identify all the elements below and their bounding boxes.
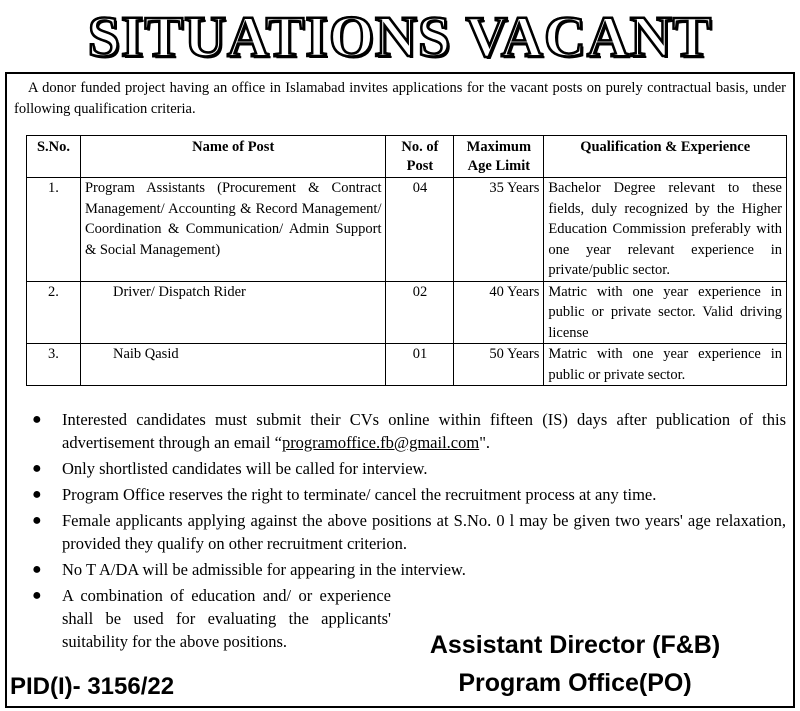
- bullet-icon: ●: [32, 587, 42, 604]
- table-row: [27, 281, 787, 344]
- list-item: [32, 457, 786, 480]
- bullet-icon: ●: [32, 561, 42, 578]
- list-item: [32, 483, 786, 506]
- vacancy-table: [26, 135, 787, 386]
- header-max-age: Maximum Age Limit: [454, 136, 544, 178]
- row-qualification: Matric with one year experience in public or private sector. Valid driving license: [544, 281, 787, 344]
- cv-instruction-text: Interested candidates must submit their CVs online within fifteen (IS) days after publication of this advertisement through an email “: [62, 410, 786, 452]
- signatory-office: Program Office(PO): [458, 669, 692, 697]
- row-post-name: Program Assistants (Procurement & Contract Management/ Accounting & Record Management/ Coordination & Communication/ Admin Support & Social Management): [80, 178, 386, 282]
- evaluation-text: A combination of education and/ or experience shall be used for evaluating the applicants' suitability for the above positions.: [62, 586, 391, 651]
- header-sno: S.No.: [27, 136, 81, 178]
- row-post-name: Naib Qasid: [80, 344, 386, 386]
- table-row: [27, 344, 787, 386]
- header-no-of-post: No. of Post: [386, 136, 454, 178]
- row-qualification: Bachelor Degree relevant to these fields, duly recognized by the Higher Education Commission preferably with one year relevant experience in private/public sector.: [544, 178, 787, 282]
- no-tada-text: No T A/DA will be admissible for appearing in the interview.: [62, 560, 466, 579]
- row-no-of-post: 04: [386, 178, 454, 282]
- signature-block: [395, 626, 755, 702]
- row-max-age: 50 Years: [454, 344, 544, 386]
- pid-number: PID(I)- 3156/22: [10, 673, 175, 700]
- shortlist-text: Only shortlisted candidates will be called for interview.: [62, 459, 428, 478]
- row-post-name: Driver/ Dispatch Rider: [80, 281, 386, 344]
- bullet-icon: ●: [32, 460, 42, 477]
- row-max-age: 40 Years: [454, 281, 544, 344]
- row-sno: 3.: [27, 344, 81, 386]
- row-sno: 1.: [27, 178, 81, 282]
- bullet-icon: ●: [32, 486, 42, 503]
- row-qualification: Matric with one year experience in public or private sector.: [544, 344, 787, 386]
- intro-paragraph: A donor funded project having an office in Islamabad invites applications for the vacant posts on purely contractual basis, under following qualification criteria.: [14, 80, 786, 117]
- row-no-of-post: 01: [386, 344, 454, 386]
- header-qualification: Qualification & Experience: [544, 136, 787, 178]
- list-item: [32, 558, 786, 581]
- table-row: [27, 178, 787, 282]
- cv-instruction-end: ".: [479, 433, 491, 452]
- table-header-row: [27, 136, 787, 178]
- header-name-of-post: Name of Post: [80, 136, 386, 178]
- row-sno: 2.: [27, 281, 81, 344]
- female-relaxation-text: Female applicants applying against the above positions at S.No. 0 l may be given two years' age relaxation, provided they qualify on other recruitment criterion.: [62, 511, 786, 553]
- instructions-list: [32, 408, 786, 656]
- bullet-icon: ●: [32, 411, 42, 428]
- reserve-right-text: Program Office reserves the right to terminate/ cancel the recruitment process at any time.: [62, 485, 657, 504]
- headline: SITUATIONS VACANT: [87, 4, 713, 69]
- signatory-title: Assistant Director (F&B): [429, 631, 721, 659]
- list-item: [32, 509, 786, 555]
- list-item: [32, 408, 786, 454]
- row-max-age: 35 Years: [454, 178, 544, 282]
- bullet-icon: ●: [32, 512, 42, 529]
- email-link[interactable]: programoffice.fb@gmail.com: [281, 433, 480, 452]
- row-no-of-post: 02: [386, 281, 454, 344]
